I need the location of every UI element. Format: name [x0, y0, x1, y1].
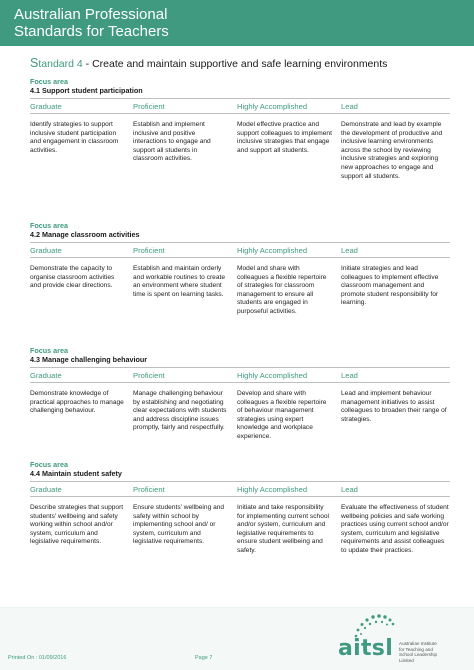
descriptor-graduate: Identify strategies to support inclusive student participation and engagement in classroom activities.: [30, 121, 119, 154]
column-header-highly-accomplished: Highly Accomplished: [237, 245, 308, 255]
column-header-graduate: Graduate: [30, 370, 62, 380]
focus-area-section: [30, 346, 450, 442]
descriptor-row: [30, 497, 450, 556]
career-stage-header-row: [30, 367, 450, 383]
descriptor-graduate: Demonstrate the capacity to organise classroom activities and provide clear directions.: [30, 265, 115, 290]
focus-area-label: Focus area: [30, 346, 68, 355]
column-header-lead: Lead: [341, 484, 358, 494]
career-stage-header-row: [30, 98, 450, 114]
institute-name: Australian Institute for Teaching and School Leadership Limited: [399, 641, 438, 663]
descriptor-proficient: Establish and implement inclusive and positive interactions to engage and support all students in classroom activities.: [133, 121, 211, 163]
standard-number: tandard 4: [38, 58, 83, 70]
standard-heading-area: [30, 56, 450, 77]
document-title: Australian Professional Standards for Teachers: [14, 6, 169, 40]
descriptor-proficient: Manage challenging behaviour by establishing and negotiating clear expectations with students and address discipline issues promptly, fairly and respectfully.: [133, 390, 227, 432]
descriptor-lead: Lead and implement behaviour management initiatives to assist colleagues to broaden their range of strategies.: [341, 390, 447, 423]
descriptor-highly-accomplished: Initiate and take responsibility for implementing current school and/or system, curriculum and legislative requirements to ensure student wellbeing and safety.: [237, 504, 329, 554]
column-header-graduate: Graduate: [30, 101, 62, 111]
descriptor-graduate: Demonstrate knowledge of practical approaches to manage challenging behaviour.: [30, 390, 124, 415]
column-header-proficient: Proficient: [133, 245, 165, 255]
column-header-graduate: Graduate: [30, 484, 62, 494]
descriptor-row: [30, 258, 450, 317]
descriptor-highly-accomplished: Model effective practice and support colleagues to implement inclusive strategies that engage and support all students.: [237, 121, 332, 154]
column-header-lead: Lead: [341, 101, 358, 111]
column-header-graduate: Graduate: [30, 245, 62, 255]
column-header-lead: Lead: [341, 370, 358, 380]
focus-area-title: 4.3 Manage challenging behaviour: [30, 355, 148, 364]
descriptor-row: [30, 114, 450, 181]
focus-area-title: 4.1 Support student participation: [30, 86, 143, 95]
career-stage-header-row: [30, 242, 450, 258]
column-header-proficient: Proficient: [133, 101, 165, 111]
descriptor-proficient: Establish and maintain orderly and workable routines to create an environment where student time is spent on learning tasks.: [133, 265, 226, 298]
column-header-proficient: Proficient: [133, 370, 165, 380]
focus-area-label: Focus area: [30, 221, 68, 230]
descriptor-lead: Evaluate the effectiveness of student wellbeing policies and safe working practices using current school and/or system, curriculum and legislative requirements and assist colleagues to update their practices.: [341, 504, 449, 554]
descriptor-proficient: Ensure students' wellbeing and safety within school by implementing school and/ or system, curriculum and legislative requirements.: [133, 504, 225, 546]
descriptor-highly-accomplished: Model and share with colleagues a flexible repertoire of strategies for classroom management to ensure all students are engaged in purposeful activities.: [237, 265, 327, 315]
focus-area-section: [30, 460, 450, 556]
column-header-lead: Lead: [341, 245, 358, 255]
column-header-highly-accomplished: Highly Accomplished: [237, 484, 308, 494]
career-stage-header-row: [30, 481, 450, 497]
descriptor-lead: Demonstrate and lead by example the development of productive and inclusive learning environments across the school by reviewing inclusive strategies and exploring new approaches to engage and support all students.: [341, 121, 443, 180]
descriptor-row: [30, 383, 450, 442]
standard-separator: -: [82, 58, 93, 70]
focus-area-label: Focus area: [30, 77, 68, 86]
column-header-highly-accomplished: Highly Accomplished: [237, 101, 308, 111]
column-header-highly-accomplished: Highly Accomplished: [237, 370, 308, 380]
focus-area-section: [30, 77, 450, 181]
standard-heading: [30, 56, 450, 71]
descriptor-graduate: Describe strategies that support students' wellbeing and safety working within school and/or system, curriculum and legislative requirements.: [30, 504, 124, 546]
aitsl-logo: aitsl: [338, 636, 394, 661]
descriptor-lead: Initiate strategies and lead colleagues to implement effective classroom management and promote student responsibility for learning.: [341, 265, 439, 307]
page-number: Page 7: [195, 655, 213, 661]
focus-area-label: Focus area: [30, 460, 68, 469]
header-banner: [0, 0, 474, 46]
focus-area-section: [30, 221, 450, 317]
standard-title: Create and maintain supportive and safe learning environments: [92, 58, 388, 70]
standard-initial: S: [30, 56, 39, 70]
focus-area-title: 4.2 Manage classroom activities: [30, 230, 140, 239]
printed-date: Printed On : 01/09/2016: [8, 655, 67, 661]
column-header-proficient: Proficient: [133, 484, 165, 494]
descriptor-highly-accomplished: Develop and share with colleagues a flexible repertoire of behaviour management strategies using expert knowledge and workplace experience.: [237, 390, 327, 440]
focus-area-title: 4.4 Maintain student safety: [30, 469, 122, 478]
